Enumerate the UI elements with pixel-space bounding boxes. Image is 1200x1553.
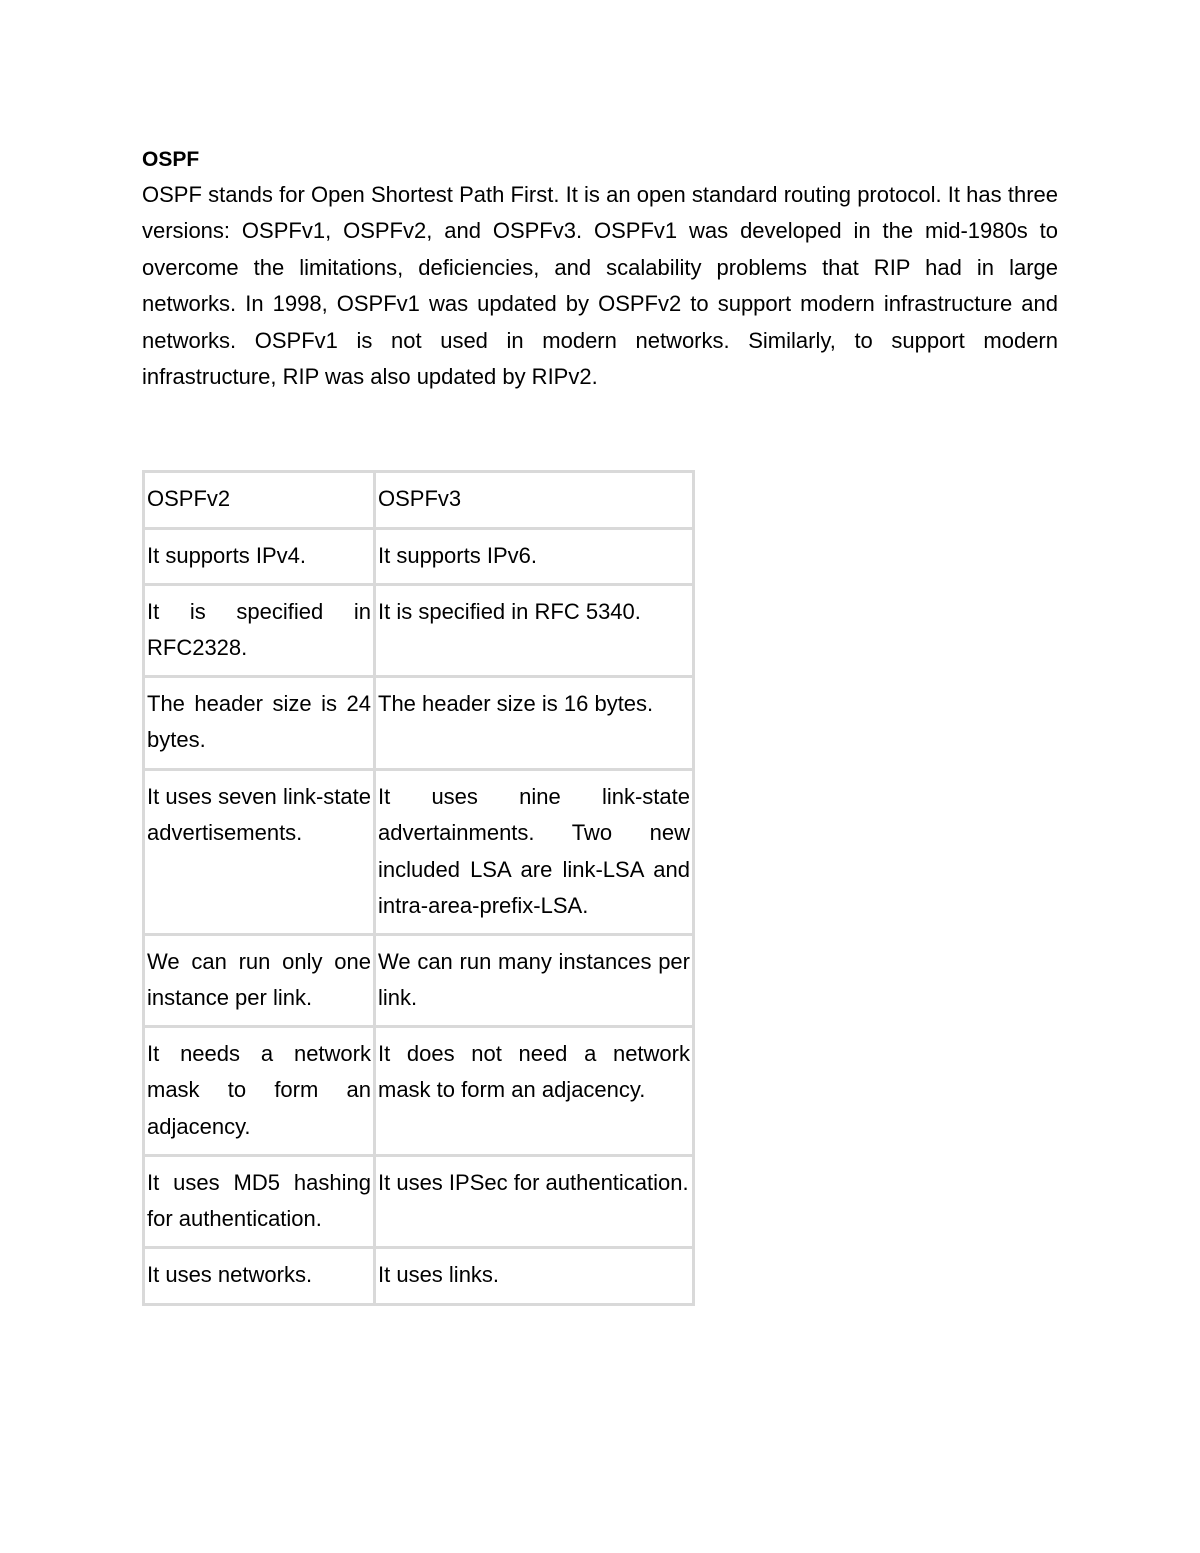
table-cell: It uses links. (375, 1248, 694, 1305)
table-row (144, 770, 694, 935)
table-row (144, 529, 694, 585)
table-cell: It uses MD5 hashing for authentication. (144, 1156, 375, 1248)
table-row (144, 585, 694, 677)
table-cell: It is specified in RFC2328. (144, 585, 375, 677)
table-cell: It uses seven link-state advertisements. (144, 770, 375, 935)
table-row (144, 472, 694, 529)
table-cell: The header size is 24 bytes. (144, 677, 375, 770)
table-cell: We can run many instances per link. (375, 935, 694, 1027)
comparison-table (142, 470, 695, 1306)
table-cell: It supports IPv4. (144, 529, 375, 585)
table-row (144, 1156, 694, 1248)
table-cell: It does not need a network mask to form an adjacency. (375, 1027, 694, 1156)
table-cell: It uses nine link-state advertainments. Two new included LSA are link-LSA and intra-area-prefix-LSA. (375, 770, 694, 935)
table-cell: It needs a network mask to form an adjacency. (144, 1027, 375, 1156)
table-cell: It uses IPSec for authentication. (375, 1156, 694, 1248)
table-row (144, 1027, 694, 1156)
table-cell: The header size is 16 bytes. (375, 677, 694, 770)
table-row (144, 935, 694, 1027)
table-cell: It supports IPv6. (375, 529, 694, 585)
table-row (144, 1248, 694, 1305)
intro-paragraph: OSPF stands for Open Shortest Path First. It is an open standard routing protocol. It has three versions: OSPFv1, OSPFv2, and OSPFv3. OSPFv1 was developed in the mid-1980s to overcome the limitations, deficiencies, and scalability problems that RIP had in large networks. In 1998, OSPFv1 was updated by OSPFv2 to support modern infrastructure and networks. OSPFv1 is not used in modern networks. Similarly, to support modern infrastructure, RIP was also updated by RIPv2. (142, 182, 1058, 390)
document-heading: OSPF (142, 148, 200, 171)
table-cell: It uses networks. (144, 1248, 375, 1305)
table-cell: It is specified in RFC 5340. (375, 585, 694, 677)
table-cell-header-ospfv2: OSPFv2 (144, 472, 375, 529)
table-row (144, 677, 694, 770)
table-cell-header-ospfv3: OSPFv3 (375, 472, 694, 529)
table-cell: We can run only one instance per link. (144, 935, 375, 1027)
